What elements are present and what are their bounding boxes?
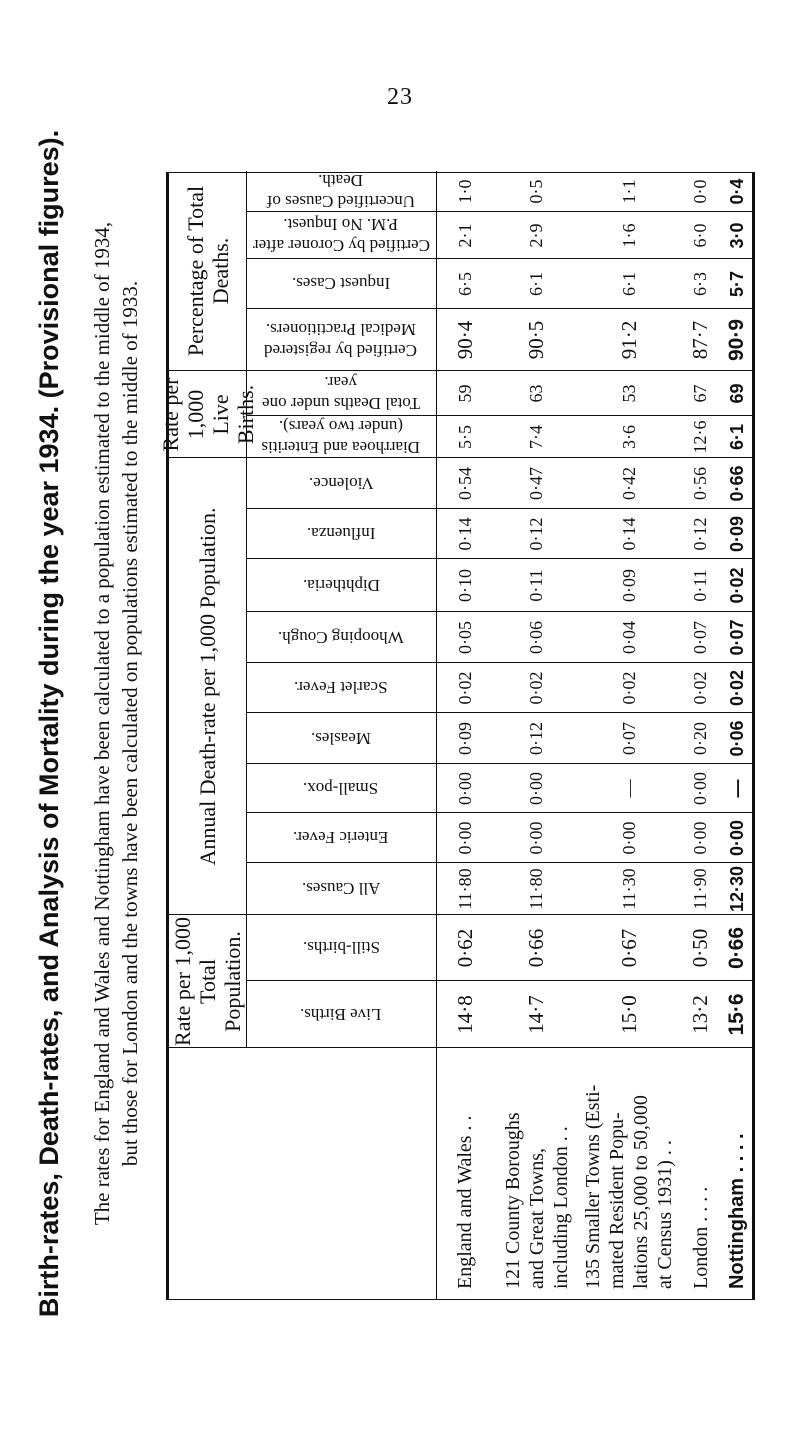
table-cell: 87·7 [688,320,712,360]
row-label [579,1048,679,1299]
note-line-1: The rates for England and Wales and Nottingham have been calculated to a population estimated to the middle of 1934, [90,221,114,1226]
column-header [246,612,436,663]
table-cell: 0·00 [690,821,710,855]
column-header [246,509,436,559]
group-header-live-births-rate: Rate per 1,000 Live Births. [157,377,258,452]
table-cell: 15·0 [616,995,641,1034]
table-cell: 0·09 [454,722,475,755]
column-header [246,764,436,813]
table-cell: 0·42 [618,467,639,500]
table-cell: 0·54 [454,467,475,500]
table-cell: 1·6 [618,223,639,248]
table-cell: 0·66 [726,465,747,502]
table-cell: 0·04 [618,621,639,654]
table-cell: 1·1 [618,179,639,204]
column-header [246,309,436,371]
table-cell: 0·09 [726,515,747,553]
table-cell: 11·80 [526,868,546,910]
table-cell: 0·02 [618,671,639,705]
table-cell: 12·6 [690,420,710,454]
column-header-text: Whooping Cough. [278,628,404,647]
table-cell: 13·2 [688,995,712,1034]
table-cell: 6·5 [454,272,475,296]
table-cell: 0·00 [726,819,747,857]
column-header-text: All Causes. [301,879,381,899]
column-header [246,663,436,713]
table-cell: 0·00 [618,821,639,855]
table-cell: 6·1 [526,272,546,296]
table-cell: 0·62 [452,928,477,968]
table-cell: 3·0 [726,222,747,249]
table-cell: 0·00 [454,772,475,805]
table-cell: 3·6 [618,425,639,449]
column-header [246,416,436,458]
table-cell: 14·7 [524,995,548,1034]
table-cell: 0·07 [618,722,639,755]
table-cell: 6·1 [618,272,639,296]
table-title: Birth-rates, Death-rates, and Analysis of Mortality during the year 1934. (Provisional figures). [34,129,64,1318]
table-cell: 0·14 [618,517,639,551]
group-header-death-rate: Annual Death-rate per 1,000 Population. [195,507,220,866]
table-cell: 1·0 [454,179,475,204]
table-cell: 0·00 [454,821,475,855]
table-cell: 59 [454,384,475,403]
column-header-text: Diphtheria. [302,576,380,595]
table-cell: 0·5 [526,179,546,204]
table-cell: — [726,779,747,798]
table-cell: 0·4 [726,178,747,205]
table-cell: 0·56 [690,467,710,500]
group-header-percentage-deaths: Percentage of Total Deaths. [182,185,233,357]
table-cell: 91·2 [616,320,641,360]
table-cell: 0·11 [526,569,546,602]
column-header [246,559,436,612]
table-cell: 0·00 [526,772,546,805]
table-cell: 90·5 [524,320,548,360]
table-cell: 0·07 [690,621,710,654]
column-header-text: Live Births. [300,1005,382,1024]
table-cell: 11·80 [454,868,475,910]
table-cell: 0·00 [690,772,710,805]
column-header-text: Measles. [311,729,371,748]
column-header [246,171,436,212]
table-cell: 69 [726,383,747,404]
table-cell: 0·00 [526,821,546,855]
page-number: 23 [387,84,413,110]
table-cell: 0·14 [454,517,475,551]
table-cell: 0·12 [526,722,546,755]
note-line-2: but those for London and the towns have been calculated on populations estimated to the middle of 1933. [118,280,142,1167]
table-cell: 14·8 [452,995,477,1034]
column-header-text: Certified by Coroner after P.M. No Inquest. [252,215,430,256]
table-cell: 2·9 [526,223,546,248]
table-cell: 0·09 [618,569,639,602]
column-header-text: Inquest Cases. [291,274,391,294]
table-cell: 2·1 [454,223,475,248]
row-label-text: Nottingham . . . . [726,1133,748,1289]
table-cell: 12·30 [726,865,747,913]
column-header [246,981,436,1048]
table-note [88,0,144,1447]
table-cell: 0·66 [725,926,748,970]
table-cell: 11·90 [690,868,710,910]
table-cell: 0·10 [454,569,475,602]
column-header [246,458,436,509]
table-cell: 0·07 [726,619,747,656]
table-cell: 0·50 [688,928,712,968]
column-header-text: Influenza. [306,524,376,544]
column-header [246,371,436,416]
column-header [246,863,436,915]
table-cell: 67 [690,384,710,403]
table-cell: 5·5 [454,425,475,449]
column-header-text: Certified by registered Medical Practitioners. [264,320,418,360]
mortality-table [157,171,755,1300]
table-cell: 90·9 [725,318,748,362]
column-header [246,713,436,764]
column-header-text: Still-births. [302,938,380,958]
table-cell: 15·6 [725,993,748,1036]
column-header-text: Violence. [308,474,374,493]
table-cell: 0·20 [690,722,710,755]
column-header-text: Total Deaths under one year. [262,373,420,414]
table-cell: 63 [526,384,546,403]
table-cell: 0·02 [726,567,747,604]
group-header-population-rate: Rate per 1,000 Total Population. [170,917,245,1046]
table-cell: 0·05 [454,621,475,654]
row-label [722,1048,752,1299]
table-cell: 0·06 [526,621,546,654]
table-cell: 90·4 [452,320,477,360]
table-cell: 6·1 [726,424,747,451]
column-header-text: Uncertified Causes of Death. [266,171,416,212]
row-label [679,1048,722,1299]
table-cell: 0·06 [726,720,747,757]
column-header [246,212,436,259]
column-header-text: Enteric Fever. [293,828,389,848]
column-header [246,259,436,309]
table-cell: 53 [618,384,639,403]
table-cell: 0·67 [616,928,641,968]
table-cell: — [618,779,639,798]
table-cell: 6·0 [690,223,710,248]
column-header-text: Small-pox. [303,779,379,798]
row-label [436,1048,494,1299]
table-cell: 0·66 [524,928,548,968]
column-header [246,813,436,863]
table-cell: 0·02 [726,669,747,707]
table-cell: 0·12 [690,517,710,551]
table-cell: 6·3 [690,272,710,296]
row-label-text: London . . . . [689,1186,712,1289]
table-cell: 0·02 [690,671,710,705]
table-cell: 11·30 [618,868,639,910]
row-label-text: 135 Smaller Towns (Esti- mated Resident Popu- lations 25,000 to 50,000 at Census 1931) . . [582,1084,676,1289]
row-label-text: 121 County Boroughs and Great Towns, including London . . [501,1112,572,1289]
table-cell: 0·02 [526,671,546,705]
row-label [494,1048,579,1299]
table-cell: 0·11 [690,569,710,602]
column-header [246,915,436,981]
table-cell: 5·7 [726,271,747,298]
column-header-text: Diarrhoea and Enteritis (under two years). [261,417,421,457]
table-cell: 0·12 [526,517,546,551]
table-cell: 7·4 [526,425,546,449]
column-header-text: Scarlet Fever. [294,678,388,698]
table-cell: 0·47 [526,467,546,500]
table-cell: 0·02 [454,671,475,705]
table-cell: 0·0 [690,179,710,204]
row-label-text: England and Wales . . [454,1115,476,1289]
